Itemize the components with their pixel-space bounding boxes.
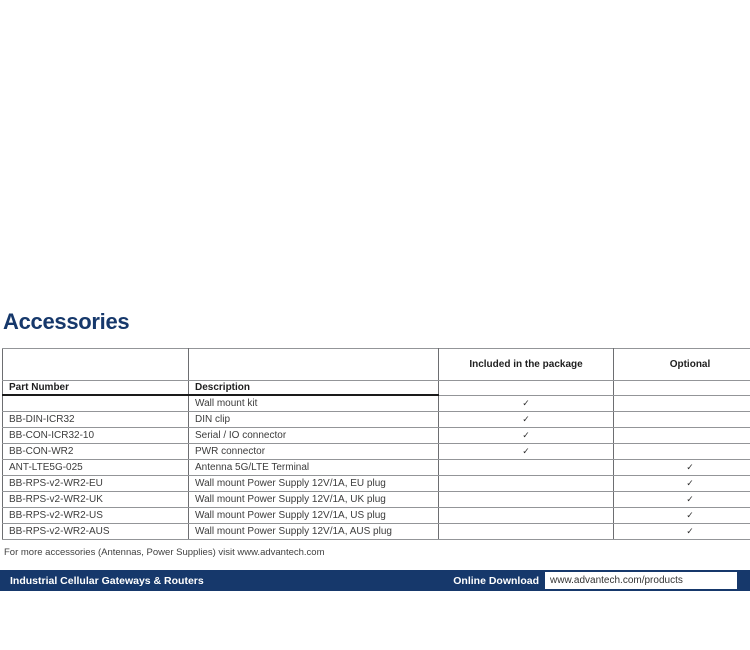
optional-check-cell <box>614 412 750 428</box>
part-number-cell: BB-RPS-v2-WR2-EU <box>3 476 189 492</box>
optional-check-cell: ✓ <box>614 460 750 476</box>
included-check-cell: ✓ <box>439 444 614 460</box>
description-cell: Wall mount Power Supply 12V/1A, UK plug <box>189 492 439 508</box>
description-cell: Wall mount kit <box>189 395 439 412</box>
included-check-cell <box>439 508 614 524</box>
part-number-column-header: Part Number <box>3 381 189 396</box>
part-number-cell: BB-RPS-v2-WR2-AUS <box>3 524 189 540</box>
description-cell: DIN clip <box>189 412 439 428</box>
included-check-cell <box>439 492 614 508</box>
optional-check-cell: ✓ <box>614 476 750 492</box>
empty-header-cell <box>614 381 750 396</box>
accessory-row <box>3 428 750 444</box>
part-number-cell: BB-RPS-v2-WR2-US <box>3 508 189 524</box>
description-cell: Wall mount Power Supply 12V/1A, US plug <box>189 508 439 524</box>
included-column-header: Included in the package <box>439 349 614 381</box>
part-number-cell: BB-RPS-v2-WR2-UK <box>3 492 189 508</box>
online-download-label: Online Download <box>453 574 539 587</box>
description-cell: Wall mount Power Supply 12V/1A, EU plug <box>189 476 439 492</box>
optional-check-cell <box>614 444 750 460</box>
accessory-row <box>3 412 750 428</box>
accessory-row <box>3 444 750 460</box>
product-family-label: Industrial Cellular Gateways & Routers <box>10 574 204 587</box>
download-url-box[interactable]: www.advantech.com/products <box>545 572 737 589</box>
description-cell: Wall mount Power Supply 12V/1A, AUS plug <box>189 524 439 540</box>
included-check-cell: ✓ <box>439 395 614 412</box>
empty-header-cell <box>439 381 614 396</box>
description-cell: Serial / IO connector <box>189 428 439 444</box>
label-header-row <box>3 381 750 396</box>
page-title: Accessories <box>3 309 130 334</box>
optional-column-header: Optional <box>614 349 750 381</box>
accessories-table-body <box>3 395 750 540</box>
part-number-cell <box>3 395 189 412</box>
empty-header-cell <box>3 349 189 381</box>
included-check-cell <box>439 476 614 492</box>
description-column-header: Description <box>189 381 439 396</box>
included-check-cell: ✓ <box>439 412 614 428</box>
empty-header-cell <box>189 349 439 381</box>
description-cell: PWR connector <box>189 444 439 460</box>
optional-check-cell: ✓ <box>614 492 750 508</box>
optional-check-cell <box>614 428 750 444</box>
optional-check-cell: ✓ <box>614 524 750 540</box>
accessory-row <box>3 395 750 412</box>
accessory-row <box>3 492 750 508</box>
part-number-cell: BB-DIN-ICR32 <box>3 412 189 428</box>
part-number-cell: BB-CON-ICR32-10 <box>3 428 189 444</box>
part-number-cell: BB-CON-WR2 <box>3 444 189 460</box>
included-check-cell <box>439 460 614 476</box>
accessory-row <box>3 524 750 540</box>
accessories-note: For more accessories (Antennas, Power Supplies) visit www.advantech.com <box>4 547 325 558</box>
part-number-cell: ANT-LTE5G-025 <box>3 460 189 476</box>
accessory-row <box>3 476 750 492</box>
online-download-group <box>453 572 737 589</box>
package-header-row <box>3 349 750 381</box>
description-cell: Antenna 5G/LTE Terminal <box>189 460 439 476</box>
optional-check-cell <box>614 395 750 412</box>
accessory-row <box>3 460 750 476</box>
accessories-table <box>2 348 750 540</box>
bottom-bar <box>0 570 750 591</box>
optional-check-cell: ✓ <box>614 508 750 524</box>
included-check-cell: ✓ <box>439 428 614 444</box>
accessory-row <box>3 508 750 524</box>
included-check-cell <box>439 524 614 540</box>
